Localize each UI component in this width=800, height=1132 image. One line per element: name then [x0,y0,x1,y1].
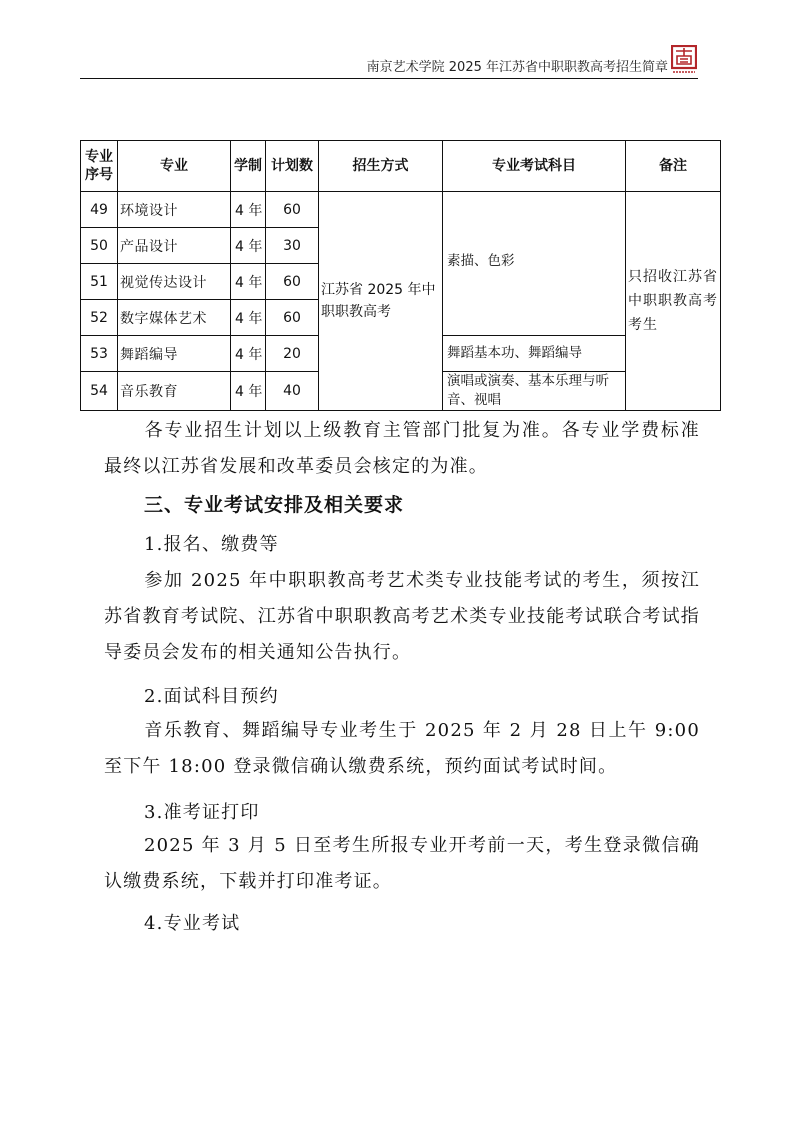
major-length: 4 年 [231,336,266,372]
major-length: 4 年 [231,228,266,264]
paragraph-text: 2025 年 3 月 5 日至考生所报专业开考前一天，考生登录微信确认缴费系统，下载并打印准考证。 [104,835,700,892]
col-header-method: 招生方式 [319,141,443,192]
table-row [81,192,721,228]
major-plan: 60 [266,300,319,336]
remark: 只招收江苏省中职职教高考考生 [626,192,721,411]
major-plan: 40 [266,372,319,411]
page-header [0,0,800,80]
paragraph-text: 各专业招生计划以上级教育主管部门批复为准。各专业学费标准最终以江苏省发展和改革委员会核定的为准。 [104,420,700,477]
major-num: 53 [81,336,118,372]
paragraph-registration [104,563,700,671]
major-plan: 60 [266,192,319,228]
exam-subjects-music: 演唱或演奏、基本乐理与听音、视唱 [443,372,626,411]
major-num: 49 [81,192,118,228]
school-logo-icon [671,45,697,75]
major-num: 51 [81,264,118,300]
paragraph-text: 参加 2025 年中职职教高考艺术类专业技能考试的考生，须按江苏省教育考试院、江苏省中职职教高考艺术类专业技能考试联合考试指导委员会发布的相关通知公告执行。 [104,570,700,663]
header-divider [80,78,698,79]
major-length: 4 年 [231,192,266,228]
subsection-title: 3.准考证打印 [144,802,260,823]
subsection-title: 2.面试科目预约 [144,686,279,707]
major-name: 环境设计 [118,192,231,228]
major-num: 52 [81,300,118,336]
major-plan: 60 [266,264,319,300]
major-name: 产品设计 [118,228,231,264]
major-num: 50 [81,228,118,264]
paragraph-interview [104,713,700,785]
major-name: 数字媒体艺术 [118,300,231,336]
section-heading: 三、专业考试安排及相关要求 [144,494,405,516]
exam-subjects-design: 素描、色彩 [443,192,626,336]
exam-subjects-dance: 舞蹈基本功、舞蹈编导 [443,336,626,372]
major-plan: 20 [266,336,319,372]
col-header-num: 专业序号 [81,141,118,192]
col-header-major: 专业 [118,141,231,192]
subsection-title: 4.专业考试 [144,913,241,934]
admission-method: 江苏省 2025 年中职职教高考 [319,192,443,411]
major-length: 4 年 [231,264,266,300]
paragraph-text: 音乐教育、舞蹈编导专业考生于 2025 年 2 月 28 日上午 9:00 至下午 18:00 登录微信确认缴费系统，预约面试考试时间。 [104,720,700,777]
subsection-title: 1.报名、缴费等 [144,534,279,555]
col-header-length: 学制 [231,141,266,192]
paragraph-plan-note [104,413,700,485]
major-name: 音乐教育 [118,372,231,411]
major-name: 视觉传达设计 [118,264,231,300]
col-header-subjects: 专业考试科目 [443,141,626,192]
major-name: 舞蹈编导 [118,336,231,372]
major-num: 54 [81,372,118,411]
table-header-row [81,141,721,192]
major-plan: 30 [266,228,319,264]
major-length: 4 年 [231,372,266,411]
paragraph-admission-ticket [104,828,700,900]
majors-table [80,140,721,411]
col-header-note: 备注 [626,141,721,192]
col-header-plan: 计划数 [266,141,319,192]
major-length: 4 年 [231,300,266,336]
header-title: 南京艺术学院 2025 年江苏省中职职教高考招生简章 [366,60,668,75]
